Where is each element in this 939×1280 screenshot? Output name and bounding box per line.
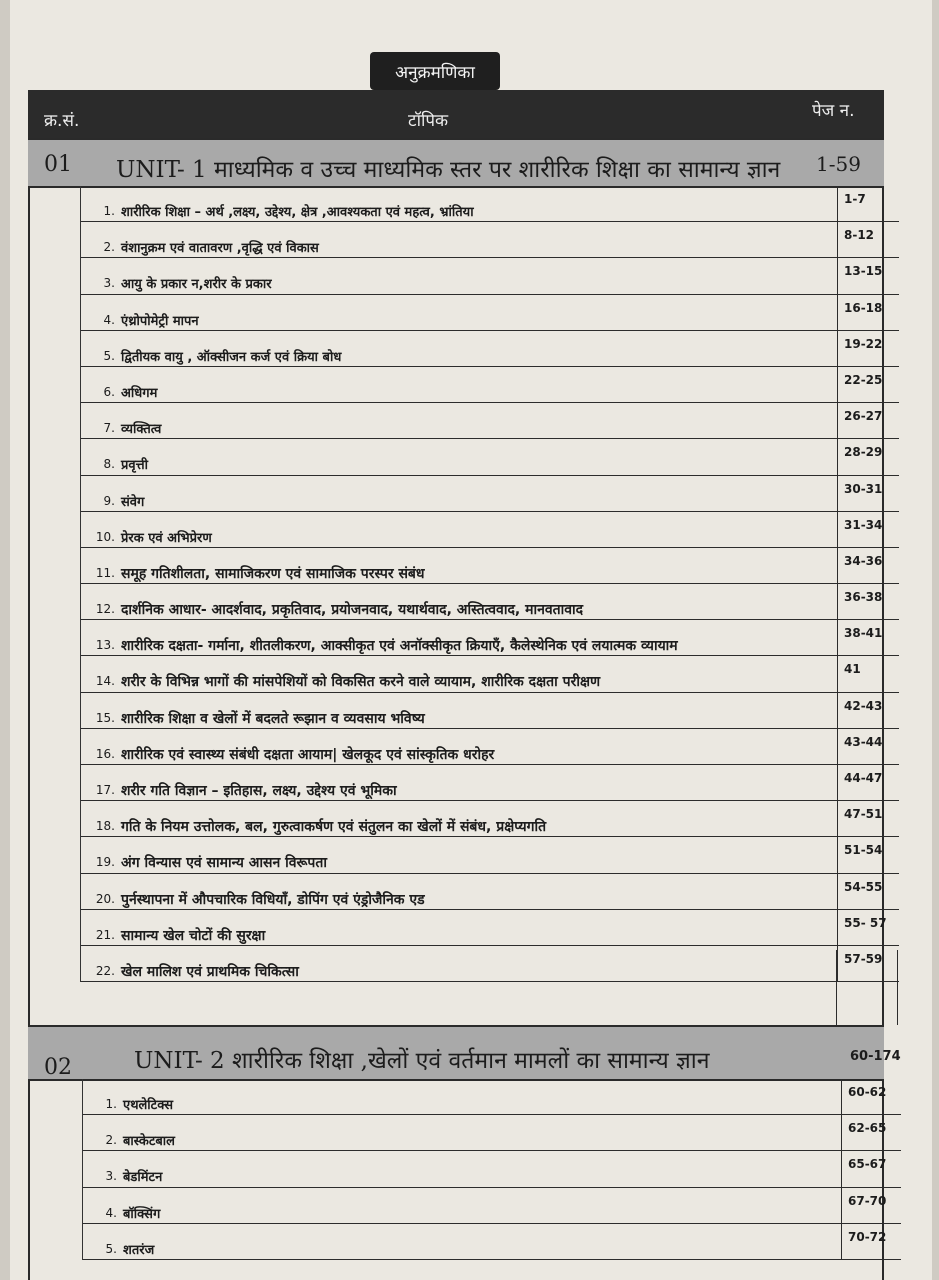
item-topic: शरीर के विभिन्न भागों की मांसपेशियों को विकसित करने वाले व्यायाम, शारीरिक दक्षता परीक्षण bbox=[121, 674, 601, 691]
item-pages-cell bbox=[837, 910, 900, 945]
list-item bbox=[81, 729, 899, 765]
list-item bbox=[81, 222, 899, 258]
item-topic: पुर्नस्थापना में औपचारिक विधियाँ, डोपिंग एवं एंड्रोजैनिक एड bbox=[121, 891, 425, 908]
unit-row-1 bbox=[28, 138, 884, 188]
item-topic: शरीर गति विज्ञान – इतिहास, लक्ष्य, उद्देश्य एवं भूमिका bbox=[121, 783, 397, 799]
item-pages: 41 bbox=[844, 662, 861, 677]
item-pages: 26-27 bbox=[844, 409, 883, 424]
list-item bbox=[81, 837, 899, 873]
item-topic: प्रवृत्ती bbox=[121, 458, 148, 474]
item-pages-cell bbox=[837, 331, 900, 366]
list-item bbox=[81, 367, 899, 403]
item-pages: 36-38 bbox=[844, 590, 883, 605]
list-item bbox=[81, 439, 899, 475]
item-topic: सामान्य खेल चोटों की सुरक्षा bbox=[121, 927, 266, 944]
item-pages: 60-62 bbox=[848, 1085, 887, 1099]
item-pages: 57-59 bbox=[844, 951, 883, 966]
item-pages-cell bbox=[837, 656, 900, 691]
item-topic: शतरंज bbox=[123, 1242, 155, 1258]
item-number: 1. bbox=[103, 204, 115, 218]
item-pages-cell bbox=[837, 367, 900, 402]
unit-pages: 60-174 bbox=[850, 1049, 901, 1064]
item-pages-cell bbox=[837, 258, 900, 293]
list-item bbox=[81, 765, 899, 801]
item-number: 18. bbox=[95, 819, 115, 834]
item-topic: वंशानुक्रम एवं वातावरण ,वृद्धि एवं विकास bbox=[121, 241, 319, 257]
list-item bbox=[81, 584, 899, 620]
item-topic: शारीरिक एवं स्वास्थ्य संबंधी दक्षता आयाम| खेलकूद एवं सांस्कृतिक धरोहर bbox=[121, 746, 495, 763]
item-pages-cell bbox=[837, 837, 900, 872]
item-topic: शारीरिक दक्षता- गर्माना, शीतलीकरण, आक्सीकृत एवं अनॉक्सीकृत क्रियाएँ, कैलेस्थेनिक एवं लयात्मक व्यायाम bbox=[121, 638, 678, 655]
list-item bbox=[83, 1115, 901, 1151]
unit-title: UNIT- 1 माध्यमिक व उच्च माध्यमिक स्तर पर शारीरिक शिक्षा का सामान्य ज्ञान bbox=[116, 157, 781, 183]
item-pages: 55- 57 bbox=[844, 915, 887, 930]
unit-number: 01 bbox=[44, 152, 72, 177]
list-item bbox=[81, 403, 899, 439]
item-pages: 1-7 bbox=[844, 192, 866, 206]
item-number: 11. bbox=[95, 565, 115, 580]
list-item bbox=[81, 620, 899, 656]
item-pages: 42-43 bbox=[844, 698, 883, 713]
item-pages-cell bbox=[837, 295, 900, 330]
item-number: 7. bbox=[103, 421, 115, 436]
list-item bbox=[83, 1151, 901, 1187]
item-number: 3. bbox=[105, 1169, 117, 1184]
list-item bbox=[81, 874, 899, 910]
item-topic: प्रेरक एवं अभिप्रेरण bbox=[121, 530, 212, 546]
item-topic: आयु के प्रकार न,शरीर के प्रकार bbox=[121, 277, 272, 293]
item-number: 15. bbox=[95, 710, 115, 725]
item-topic: बास्केटबाल bbox=[123, 1134, 175, 1150]
header-topic: टॉपिक bbox=[408, 111, 449, 131]
list-item bbox=[81, 258, 899, 294]
item-pages-cell bbox=[837, 222, 900, 257]
item-number: 2. bbox=[103, 240, 115, 255]
item-number: 20. bbox=[95, 891, 115, 906]
item-pages: 16-18 bbox=[844, 300, 883, 315]
item-pages: 54-55 bbox=[844, 879, 883, 894]
item-number: 4. bbox=[105, 1205, 117, 1220]
item-pages: 38-41 bbox=[844, 626, 883, 641]
list-item bbox=[83, 1224, 901, 1260]
item-pages-cell bbox=[841, 1224, 904, 1259]
list-item bbox=[81, 512, 899, 548]
item-pages-cell bbox=[837, 584, 900, 619]
item-pages-cell bbox=[841, 1151, 904, 1186]
item-topic: शारीरिक शिक्षा व खेलों में बदलते रूझान व व्यवसाय भविष्य bbox=[121, 710, 425, 727]
item-pages-cell bbox=[837, 476, 900, 511]
list-item bbox=[83, 1188, 901, 1224]
item-pages-cell bbox=[837, 403, 900, 438]
item-number: 14. bbox=[95, 674, 115, 689]
item-number: 9. bbox=[103, 493, 115, 508]
item-number: 17. bbox=[95, 783, 115, 797]
item-pages: 19-22 bbox=[844, 336, 883, 351]
item-number: 8. bbox=[103, 457, 115, 472]
list-item bbox=[81, 295, 899, 331]
item-pages: 51-54 bbox=[844, 843, 883, 858]
item-pages-cell bbox=[841, 1079, 904, 1114]
item-pages-cell bbox=[837, 765, 900, 800]
item-pages-cell bbox=[837, 801, 900, 836]
list-item bbox=[81, 693, 899, 729]
item-pages-cell bbox=[837, 512, 900, 547]
unit-row-2 bbox=[28, 1025, 901, 1081]
table-header bbox=[28, 90, 884, 138]
item-topic: द्वितीयक वायु , ऑक्सीजन कर्ज एवं क्रिया बोध bbox=[121, 349, 342, 365]
item-number: 5. bbox=[105, 1241, 117, 1256]
list-item bbox=[81, 331, 899, 367]
item-topic: गति के नियम उत्तोलक, बल, गुरुत्वाकर्षण एवं संतुलन का खेलों में संबंध, प्रक्षेप्यगति bbox=[121, 819, 547, 836]
item-topic: खेल मालिश एवं प्राथमिक चिकित्सा bbox=[121, 963, 299, 980]
item-pages-cell bbox=[837, 548, 900, 583]
list-item bbox=[81, 186, 899, 222]
unit-1-items bbox=[80, 186, 899, 982]
unit-number: 02 bbox=[44, 1055, 72, 1080]
item-pages: 43-44 bbox=[844, 734, 883, 749]
item-pages: 62-65 bbox=[848, 1121, 887, 1136]
item-pages: 30-31 bbox=[844, 481, 883, 496]
list-item bbox=[81, 548, 899, 584]
item-number: 4. bbox=[103, 312, 115, 327]
item-topic: शारीरिक शिक्षा – अर्थ ,लक्ष्य, उद्देश्य, क्षेत्र ,आवश्यकता एवं महत्व, भ्रांतिया bbox=[121, 205, 474, 220]
item-pages-cell bbox=[841, 1115, 904, 1150]
list-item bbox=[81, 910, 899, 946]
item-topic: दार्शनिक आधार- आदर्शवाद, प्रकृतिवाद, प्रयोजनवाद, यथार्थवाद, अस्तित्ववाद, मानवतावाद bbox=[121, 602, 584, 619]
item-pages-cell bbox=[837, 186, 900, 221]
item-topic: बेडमिंटन bbox=[123, 1170, 163, 1186]
item-number: 2. bbox=[105, 1133, 117, 1148]
item-pages-cell bbox=[837, 439, 900, 474]
item-pages: 70-72 bbox=[848, 1229, 887, 1244]
item-number: 5. bbox=[103, 348, 115, 363]
item-pages: 13-15 bbox=[844, 264, 883, 279]
list-item bbox=[81, 946, 899, 982]
item-number: 19. bbox=[95, 855, 115, 870]
item-topic: समूह गतिशीलता, सामाजिकरण एवं सामाजिक परस्पर संबंध bbox=[121, 565, 425, 582]
item-topic: व्यक्तित्व bbox=[121, 422, 162, 438]
item-topic: एथलेटिक्स bbox=[123, 1098, 174, 1113]
item-topic: एंथ्रोपोमेट्री मापन bbox=[121, 313, 199, 329]
item-pages: 34-36 bbox=[844, 553, 883, 568]
item-number: 12. bbox=[95, 602, 115, 617]
item-pages: 28-29 bbox=[844, 445, 883, 460]
item-number: 3. bbox=[103, 276, 115, 291]
list-item bbox=[81, 801, 899, 837]
item-topic: बॉक्सिंग bbox=[123, 1206, 161, 1222]
item-topic: अंग विन्यास एवं सामान्य आसन विरूपता bbox=[121, 855, 327, 872]
list-item bbox=[83, 1079, 901, 1115]
item-pages: 22-25 bbox=[844, 372, 883, 387]
item-number: 22. bbox=[95, 963, 115, 978]
header-sno: क्र.सं. bbox=[44, 111, 80, 131]
item-topic: अधिगम bbox=[121, 385, 158, 401]
item-pages-cell bbox=[837, 729, 900, 764]
item-number: 10. bbox=[95, 529, 115, 544]
item-number: 6. bbox=[103, 384, 115, 399]
item-pages: 65-67 bbox=[848, 1157, 887, 1172]
item-pages: 47-51 bbox=[844, 807, 883, 822]
item-pages: 44-47 bbox=[844, 771, 883, 785]
item-number: 21. bbox=[95, 927, 115, 942]
item-pages-cell bbox=[837, 620, 900, 655]
item-number: 13. bbox=[95, 638, 115, 653]
item-pages: 8-12 bbox=[844, 228, 875, 243]
list-item bbox=[81, 476, 899, 512]
list-item bbox=[81, 656, 899, 692]
item-pages: 31-34 bbox=[844, 517, 883, 532]
item-pages-cell bbox=[837, 874, 900, 909]
item-pages-cell bbox=[841, 1188, 904, 1223]
item-number: 16. bbox=[95, 746, 115, 761]
item-number: 1. bbox=[105, 1097, 117, 1111]
unit-pages: 1-59 bbox=[816, 152, 861, 176]
unit-title: UNIT- 2 शारीरिक शिक्षा ,खेलों एवं वर्तमान मामलों का सामान्य ज्ञान bbox=[134, 1048, 710, 1074]
item-topic: संवेग bbox=[121, 494, 145, 510]
unit-2-items bbox=[82, 1079, 901, 1260]
index-title: अनुक्रमणिका bbox=[370, 52, 500, 90]
item-pages: 67-70 bbox=[848, 1193, 887, 1208]
header-page: पेज न. bbox=[812, 101, 855, 121]
item-pages-cell bbox=[837, 693, 900, 728]
empty-cell bbox=[836, 950, 898, 1025]
